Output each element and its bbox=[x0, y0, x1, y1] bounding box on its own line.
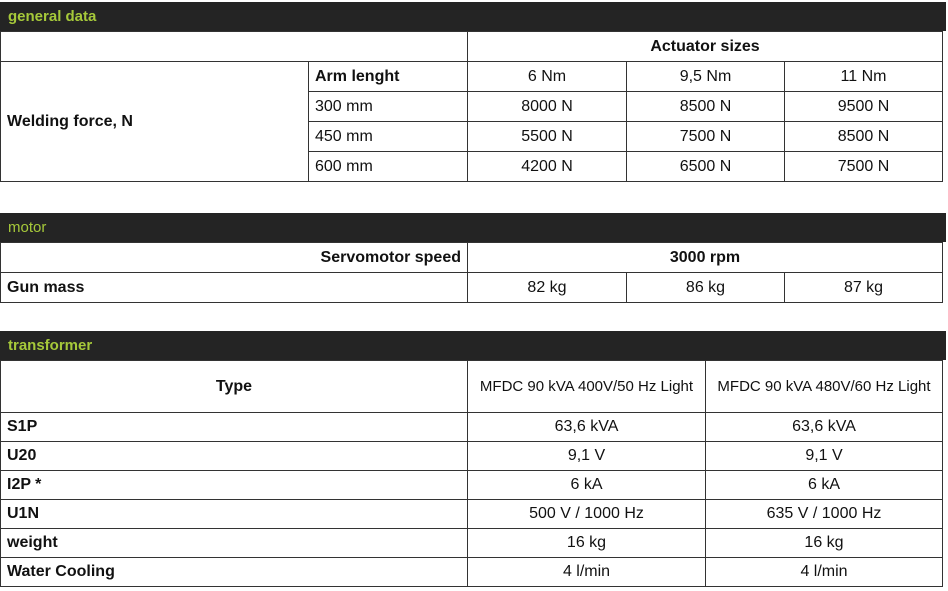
spec-value: 4 l/min bbox=[468, 558, 706, 587]
spec-label: S1P bbox=[1, 413, 468, 442]
force-value: 5500 N bbox=[468, 122, 627, 152]
spec-value: 4 l/min bbox=[706, 558, 943, 587]
general-data-table bbox=[0, 31, 943, 182]
arm-length-cell: 600 mm bbox=[309, 152, 468, 182]
force-value: 8000 N bbox=[468, 92, 627, 122]
transformer-table bbox=[0, 360, 943, 587]
spec-value: 9,1 V bbox=[468, 442, 706, 471]
section-header-general-data: general data bbox=[0, 2, 946, 31]
gun-mass-value: 82 kg bbox=[468, 273, 627, 303]
welding-force-label: Welding force, N bbox=[1, 62, 309, 182]
motor-table bbox=[0, 242, 943, 303]
type-label: Type bbox=[1, 361, 468, 413]
gun-mass-value: 86 kg bbox=[627, 273, 785, 303]
arm-length-cell: 450 mm bbox=[309, 122, 468, 152]
spec-label: I2P * bbox=[1, 471, 468, 500]
size-header: 11 Nm bbox=[785, 62, 943, 92]
size-header: 6 Nm bbox=[468, 62, 627, 92]
force-value: 7500 N bbox=[785, 152, 943, 182]
transformer-type: MFDC 90 kVA 400V/50 Hz Light bbox=[468, 361, 706, 413]
section-header-transformer: transformer bbox=[0, 331, 946, 360]
blank-cell bbox=[1, 32, 468, 62]
servomotor-speed-label: Servomotor speed bbox=[1, 243, 468, 273]
section-header-motor: motor bbox=[0, 213, 946, 242]
spec-label: Water Cooling bbox=[1, 558, 468, 587]
spec-value: 63,6 kVA bbox=[706, 413, 943, 442]
spec-label: weight bbox=[1, 529, 468, 558]
spec-value: 500 V / 1000 Hz bbox=[468, 500, 706, 529]
spec-label: U1N bbox=[1, 500, 468, 529]
size-header: 9,5 Nm bbox=[627, 62, 785, 92]
spec-value: 63,6 kVA bbox=[468, 413, 706, 442]
spec-value: 16 kg bbox=[706, 529, 943, 558]
force-value: 7500 N bbox=[627, 122, 785, 152]
force-value: 4200 N bbox=[468, 152, 627, 182]
force-value: 8500 N bbox=[785, 122, 943, 152]
spec-value: 635 V / 1000 Hz bbox=[706, 500, 943, 529]
spec-label: U20 bbox=[1, 442, 468, 471]
force-value: 9500 N bbox=[785, 92, 943, 122]
gun-mass-label: Gun mass bbox=[1, 273, 468, 303]
spec-value: 16 kg bbox=[468, 529, 706, 558]
spec-value: 6 kA bbox=[468, 471, 706, 500]
transformer-type: MFDC 90 kVA 480V/60 Hz Light bbox=[706, 361, 943, 413]
spec-value: 6 kA bbox=[706, 471, 943, 500]
force-value: 8500 N bbox=[627, 92, 785, 122]
spec-value: 9,1 V bbox=[706, 442, 943, 471]
arm-length-cell: 300 mm bbox=[309, 92, 468, 122]
arm-length-header: Arm lenght bbox=[309, 62, 468, 92]
force-value: 6500 N bbox=[627, 152, 785, 182]
servomotor-speed-value: 3000 rpm bbox=[468, 243, 943, 273]
actuator-sizes-header: Actuator sizes bbox=[468, 32, 943, 62]
gun-mass-value: 87 kg bbox=[785, 273, 943, 303]
